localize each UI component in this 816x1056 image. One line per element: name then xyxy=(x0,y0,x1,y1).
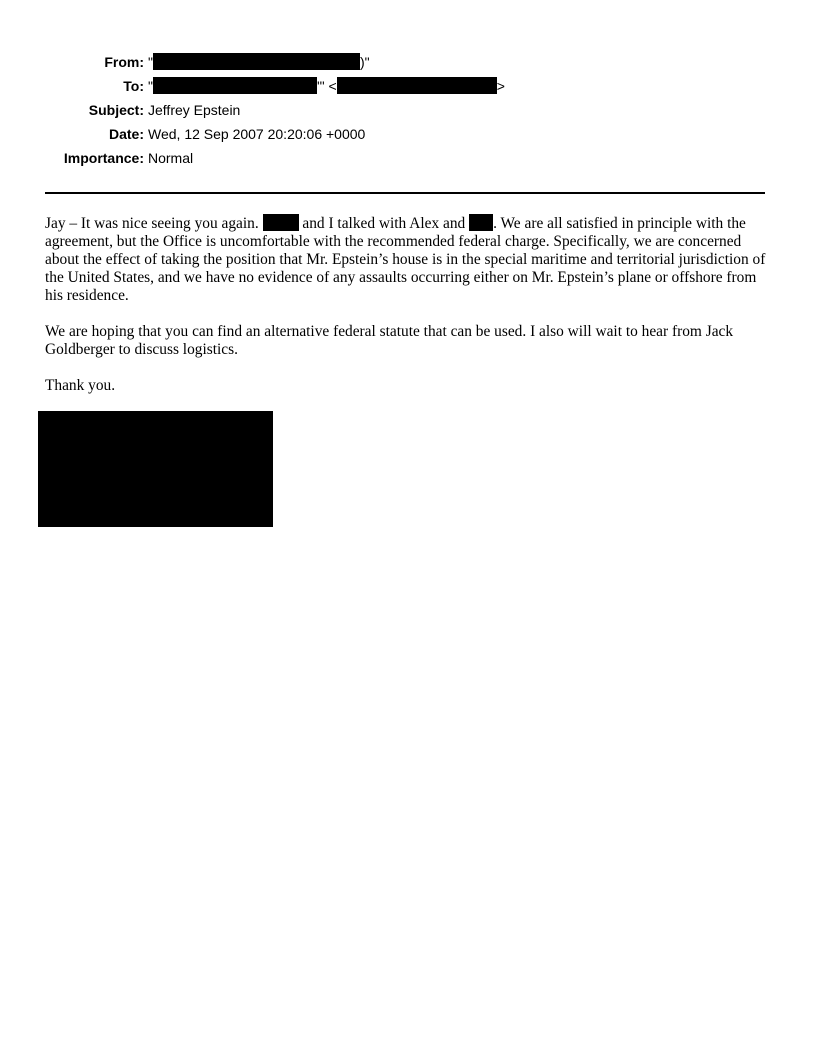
date-value: Wed, 12 Sep 2007 20:20:06 +0000 xyxy=(148,126,366,142)
body-text: . We are all satisfied in principle with the agreement, but the Office is uncomfortable with the recommended federal charge. Specifically, we are concerned about the effect of taking the position that Mr. Epstein’s house is in the special maritime and territorial jurisdiction of the United States, and we have no evidence of any assaults occurring either on Mr. Epstein’s plane or offshore from his residence. xyxy=(45,215,766,304)
from-label: From: xyxy=(104,54,144,70)
body-text: Jay – It was nice seeing you again. xyxy=(45,215,263,232)
to-bracket-close: > xyxy=(496,78,505,94)
body-closing: Thank you. xyxy=(45,377,116,394)
to-label: To: xyxy=(123,78,144,94)
date-row xyxy=(40,124,760,148)
subject-value: Jeffrey Epstein xyxy=(148,102,241,118)
from-value xyxy=(148,52,370,72)
redaction-bar xyxy=(469,214,493,231)
redaction-bar xyxy=(337,77,497,94)
to-value xyxy=(148,76,505,96)
body-paragraph: We are hoping that you can find an alternative federal statute that can be used. I also will wait to hear from Jack Goldberger to discuss logistics. xyxy=(45,323,734,358)
from-quote-close: )" xyxy=(359,54,370,70)
redaction-bar xyxy=(153,77,317,94)
date-label: Date: xyxy=(108,126,144,142)
to-quote-open: " xyxy=(148,78,153,94)
from-quote-open: " xyxy=(148,54,153,70)
header-divider xyxy=(45,192,765,194)
importance-row xyxy=(40,148,760,172)
importance-label: Importance: xyxy=(63,150,144,166)
subject-row xyxy=(40,100,760,124)
importance-value: Normal xyxy=(148,150,194,166)
email-body xyxy=(45,214,771,413)
signature-redaction-block xyxy=(38,411,273,527)
to-separator: '" < xyxy=(316,78,337,94)
subject-label: Subject: xyxy=(88,102,144,118)
redaction-bar xyxy=(153,53,360,70)
to-row xyxy=(40,76,760,100)
body-paragraph xyxy=(45,214,771,305)
redaction-bar xyxy=(263,214,299,231)
body-text: and I talked with Alex and xyxy=(298,215,470,232)
email-header xyxy=(40,52,760,172)
from-row xyxy=(40,52,760,76)
